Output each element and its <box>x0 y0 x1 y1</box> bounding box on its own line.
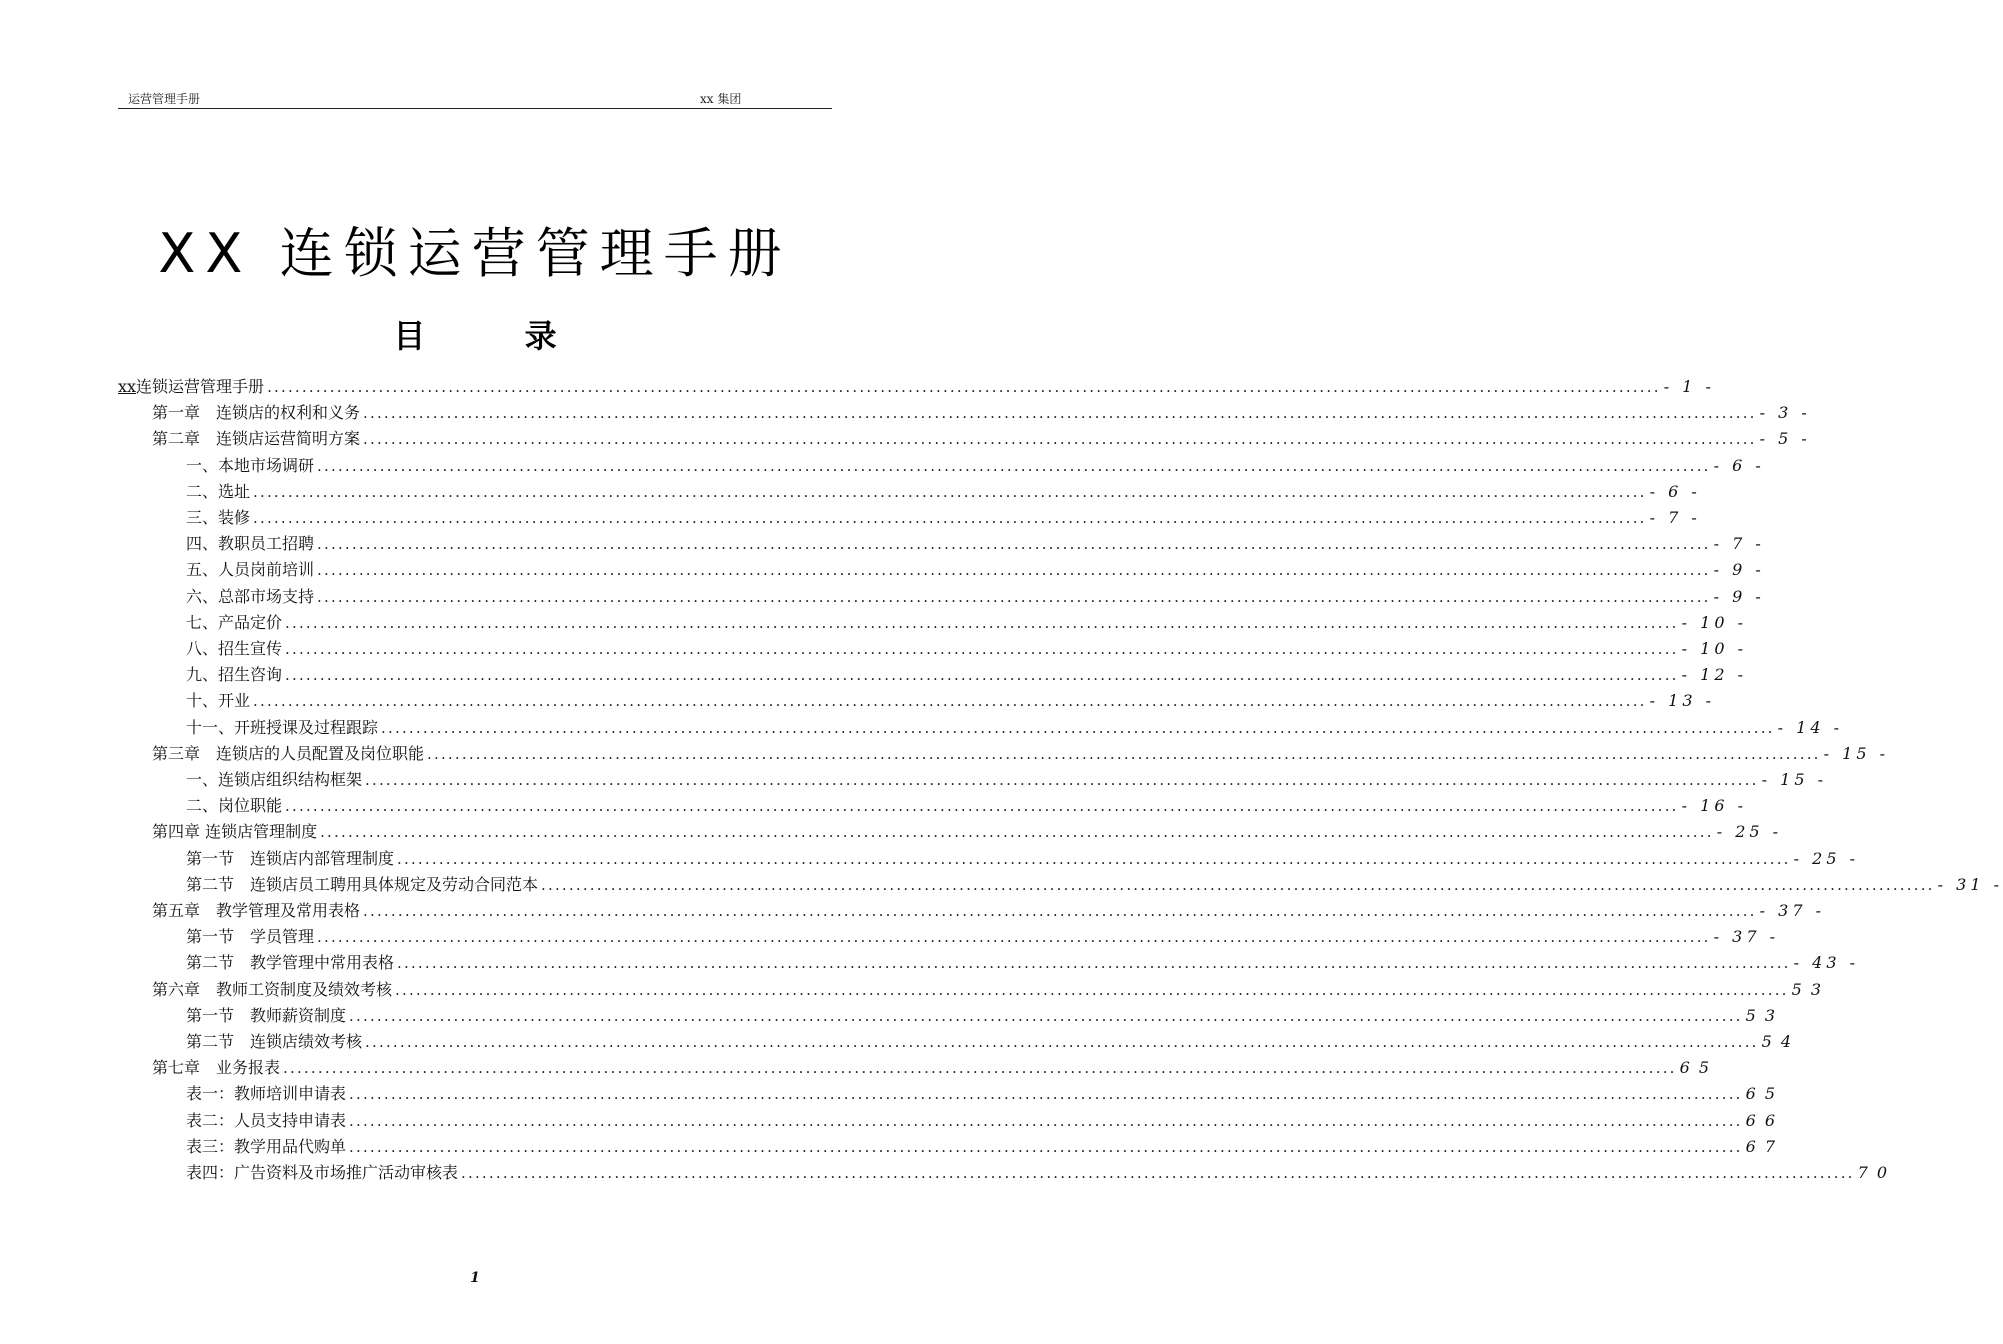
toc-entry-page: - 9 - <box>1713 560 1765 580</box>
toc-dot-leader: ........................................................................................................................................................................................................ <box>397 849 1791 868</box>
toc-entry-page: 65 <box>1745 1084 1784 1104</box>
toc-dot-leader: ........................................................................................................................................................................................................ <box>427 744 1821 763</box>
toc-entry[interactable] <box>186 1029 1800 1055</box>
toc-entry-page: - 10 - <box>1681 639 1747 658</box>
document-title: XX 连锁运营管理手册 <box>158 222 792 285</box>
toc-entry-label <box>152 741 424 767</box>
toc-dot-leader: ........................................................................................................................................................................................................ <box>365 771 1759 789</box>
toc-entry[interactable] <box>152 898 1825 924</box>
toc-entry-text: 表三：教学用品代购单 <box>186 1136 347 1156</box>
toc-entry-text: 一、本地市场调研 <box>186 455 315 475</box>
toc-entry[interactable] <box>186 924 1779 950</box>
toc-dot-leader: ........................................................................................................................................................................................................ <box>317 535 1711 554</box>
toc-entry-text: 第二节 教学管理中常用表格 <box>186 953 395 973</box>
toc-entry-text: 第一节 学员管理 <box>186 927 315 947</box>
toc-dot-leader: ........................................................................................................................................................................................................ <box>381 718 1775 737</box>
toc-entry-page: - 3 - <box>1759 403 1811 423</box>
toc-entry[interactable] <box>186 872 2003 898</box>
toc-entry[interactable] <box>186 505 1701 531</box>
toc-entry[interactable] <box>186 688 1715 714</box>
toc-entry-label <box>186 662 282 688</box>
toc-entry-page: - 7 - <box>1649 508 1701 527</box>
toc-entry-label <box>152 819 317 845</box>
toc-entry-page: 67 <box>1745 1136 1784 1156</box>
toc-entry-text: 一、连锁店组织结构框架 <box>186 770 363 789</box>
toc-entry[interactable] <box>186 636 1747 662</box>
toc-entry-page: - 5 - <box>1759 429 1811 449</box>
toc-entry-text: 表一：教师培训申请表 <box>186 1084 347 1104</box>
toc-entry[interactable] <box>118 374 1715 400</box>
toc-dot-leader: ........................................................................................................................................................................................................ <box>253 692 1647 711</box>
toc-entry-prefix: xx <box>118 377 137 396</box>
toc-entry-label <box>186 636 282 662</box>
toc-entry-label <box>152 898 360 924</box>
toc-entry[interactable] <box>152 400 1811 426</box>
toc-entry-text: 二、选址 <box>186 481 251 501</box>
toc-entry[interactable] <box>186 1160 1896 1186</box>
toc-entry[interactable] <box>152 426 1811 452</box>
toc-entry-page: - 7 - <box>1713 534 1765 554</box>
toc-entry-label <box>118 374 264 400</box>
toc-entry-page: - 12 - <box>1681 665 1747 685</box>
toc-entry-label <box>186 1003 346 1029</box>
toc-entry-page: - 14 - <box>1777 717 1843 737</box>
toc-entry-label <box>152 426 360 452</box>
toc-dot-leader: ........................................................................................................................................................................................................ <box>285 640 1679 658</box>
toc-entry-label <box>186 479 250 505</box>
toc-entry-label <box>186 846 394 872</box>
toc-entry-label <box>186 688 250 714</box>
toc-dot-leader: ........................................................................................................................................................................................................ <box>541 875 1935 894</box>
toc-entry-label <box>186 505 250 531</box>
toc-entry[interactable] <box>186 610 1747 636</box>
toc-entry[interactable] <box>186 1134 1784 1160</box>
toc-entry[interactable] <box>186 453 1765 479</box>
toc-entry-page: - 31 - <box>1937 874 2003 894</box>
toc-entry-page: 66 <box>1745 1110 1784 1130</box>
toc-entry[interactable] <box>186 846 1859 872</box>
toc-entry-label <box>186 557 314 583</box>
toc-entry[interactable] <box>186 1003 1784 1029</box>
toc-entry-label <box>186 715 378 741</box>
toc-entry-text: 第五章 教学管理及常用表格 <box>152 901 361 920</box>
toc-entry-label <box>186 610 282 636</box>
toc-entry[interactable] <box>186 1081 1784 1107</box>
toc-entry-text: 第二章 连锁店运营简明方案 <box>152 429 361 449</box>
toc-entry-text: 四、教职员工招聘 <box>186 534 315 554</box>
toc-entry-label <box>186 1134 346 1160</box>
page-number: 1 <box>470 1270 480 1286</box>
toc-dot-leader: ........................................................................................................................................................................................................ <box>349 1111 1743 1130</box>
toc-entry[interactable] <box>186 950 1859 976</box>
toc-entry-text: 七、产品定价 <box>186 612 283 632</box>
toc-entry-page: - 6 - <box>1713 455 1765 475</box>
toc-entry[interactable] <box>186 584 1765 610</box>
toc-entry-page: - 15 - <box>1823 743 1889 763</box>
toc-dot-leader: ........................................................................................................................................................................................................ <box>317 928 1711 947</box>
toc-entry-text: 八、招生宣传 <box>186 639 283 658</box>
toc-entry-page: - 25 - <box>1716 822 1783 842</box>
toc-entry-page: 65 <box>1679 1058 1718 1078</box>
toc-entry[interactable] <box>186 793 1747 819</box>
toc-entry-label <box>186 1029 362 1055</box>
toc-entry-text: 第三章 连锁店的人员配置及岗位职能 <box>152 743 425 763</box>
toc-dot-leader: ........................................................................................................................................................................................................ <box>283 1059 1677 1078</box>
toc-entry-text: 六、总部市场支持 <box>186 586 315 606</box>
toc-dot-leader: ........................................................................................................................................................................................................ <box>285 666 1679 685</box>
toc-heading: 目 录 <box>393 317 601 355</box>
toc-dot-leader: ........................................................................................................................................................................................................ <box>461 1164 1855 1182</box>
toc-dot-leader: ........................................................................................................................................................................................................ <box>349 1137 1743 1156</box>
header-right-text: xx 集团 <box>700 92 742 106</box>
toc-dot-leader: ........................................................................................................................................................................................................ <box>285 797 1679 816</box>
toc-entry-text: 二、岗位职能 <box>186 796 283 816</box>
toc-entry-text: 第六章 教师工资制度及绩效考核 <box>152 979 393 999</box>
toc-entry-page: 54 <box>1761 1032 1800 1051</box>
toc-dot-leader: ........................................................................................................................................................................................................ <box>363 404 1757 423</box>
toc-entry-page: - 15 - <box>1761 770 1827 789</box>
toc-dot-leader: ........................................................................................................................................................................................................ <box>320 823 1714 842</box>
toc-entry-page: - 6 - <box>1649 481 1701 501</box>
toc-entry-text: 表四：广告资料及市场推广活动审核表 <box>186 1163 459 1182</box>
toc-entry-page: - 16 - <box>1681 796 1747 816</box>
toc-dot-leader: ........................................................................................................................................................................................................ <box>285 613 1679 632</box>
toc-entry-text: 十一、开班授课及过程跟踪 <box>186 717 379 737</box>
toc-entry[interactable] <box>186 715 1843 741</box>
toc-entry-text: 五、人员岗前培训 <box>186 560 315 580</box>
toc-dot-leader: ........................................................................................................................................................................................................ <box>349 1085 1743 1104</box>
toc-entry-label <box>186 1081 346 1107</box>
toc-entry-text: 十、开业 <box>186 691 251 711</box>
toc-entry-label <box>186 950 394 976</box>
toc-entry-text: 第二节 连锁店员工聘用具体规定及劳动合同范本 <box>186 874 539 894</box>
toc-entry[interactable] <box>186 531 1765 557</box>
toc-dot-leader: ........................................................................................................................................................................................................ <box>365 1033 1759 1051</box>
toc-entry-label <box>186 924 314 950</box>
toc-dot-leader: ........................................................................................................................................................................................................ <box>317 561 1711 580</box>
toc-dot-leader: ........................................................................................................................................................................................................ <box>253 482 1647 501</box>
toc-entry-text: 表二：人员支持申请表 <box>186 1110 347 1130</box>
toc-dot-leader: ........................................................................................................................................................................................................ <box>317 456 1711 475</box>
toc-dot-leader: ........................................................................................................................................................................................................ <box>395 980 1789 999</box>
toc-entry[interactable] <box>186 557 1765 583</box>
toc-entry-label <box>186 767 362 793</box>
toc-dot-leader: ........................................................................................................................................................................................................ <box>317 587 1711 606</box>
toc-entry-text: 第一节 教师薪资制度 <box>186 1005 347 1025</box>
toc-entry[interactable] <box>186 479 1701 505</box>
toc-entry-text: 第四章 连锁店管理制度 <box>152 822 318 842</box>
toc-entry-label <box>186 531 314 557</box>
toc-entry-page: 53 <box>1791 979 1830 999</box>
toc-entry-page: - 9 - <box>1713 586 1765 606</box>
toc-entry[interactable] <box>152 1055 1718 1081</box>
toc-entry-page: - 1 - <box>1663 377 1715 396</box>
toc-entry-label <box>186 872 538 898</box>
toc-entry[interactable] <box>152 977 1830 1003</box>
toc-entry-label <box>186 793 282 819</box>
toc-entry-page: - 43 - <box>1793 953 1859 973</box>
toc-entry-text: 第一节 连锁店内部管理制度 <box>186 848 395 868</box>
toc-entry-text: 连锁运营管理手册 <box>136 377 265 396</box>
toc-entry[interactable] <box>152 741 1889 767</box>
toc-entry-label <box>152 977 392 1003</box>
toc-entry[interactable] <box>152 819 1783 845</box>
toc-dot-leader: ........................................................................................................................................................................................................ <box>363 902 1757 920</box>
toc-entry-label <box>186 1108 346 1134</box>
toc-entry[interactable] <box>186 1108 1784 1134</box>
toc-entry-page: - 10 - <box>1681 612 1747 632</box>
toc-entry-label <box>186 584 314 610</box>
toc-dot-leader: ........................................................................................................................................................................................................ <box>349 1006 1743 1025</box>
toc-entry-label <box>186 1160 458 1186</box>
toc-dot-leader: ........................................................................................................................................................................................................ <box>253 509 1647 527</box>
toc-entry-text: 第一章 连锁店的权利和义务 <box>152 403 361 423</box>
toc-entry-label <box>152 400 360 426</box>
page-header <box>118 92 832 109</box>
toc-dot-leader: ........................................................................................................................................................................................................ <box>397 954 1791 973</box>
toc-entry-label <box>186 453 314 479</box>
toc-entry-page: - 37 - <box>1759 901 1825 920</box>
toc-entry-text: 第二节 连锁店绩效考核 <box>186 1032 363 1051</box>
toc-entry[interactable] <box>186 662 1747 688</box>
toc-entry-page: - 25 - <box>1793 848 1859 868</box>
toc-entry-label <box>152 1055 280 1081</box>
toc-entry-page: - 13 - <box>1649 691 1715 711</box>
toc-entry[interactable] <box>186 767 1827 793</box>
toc-entry-text: 九、招生咨询 <box>186 665 283 685</box>
toc-entry-page: 70 <box>1857 1163 1896 1182</box>
toc-dot-leader: ........................................................................................................................................................................................................ <box>267 378 1661 396</box>
toc-entry-text: 三、装修 <box>186 508 251 527</box>
header-left-text: 运营管理手册 <box>128 92 201 106</box>
toc-dot-leader: ........................................................................................................................................................................................................ <box>363 430 1757 449</box>
toc-entry-text: 第七章 业务报表 <box>152 1058 281 1078</box>
toc-entry-page: 53 <box>1745 1005 1784 1025</box>
toc-entry-page: - 37 - <box>1713 927 1779 947</box>
